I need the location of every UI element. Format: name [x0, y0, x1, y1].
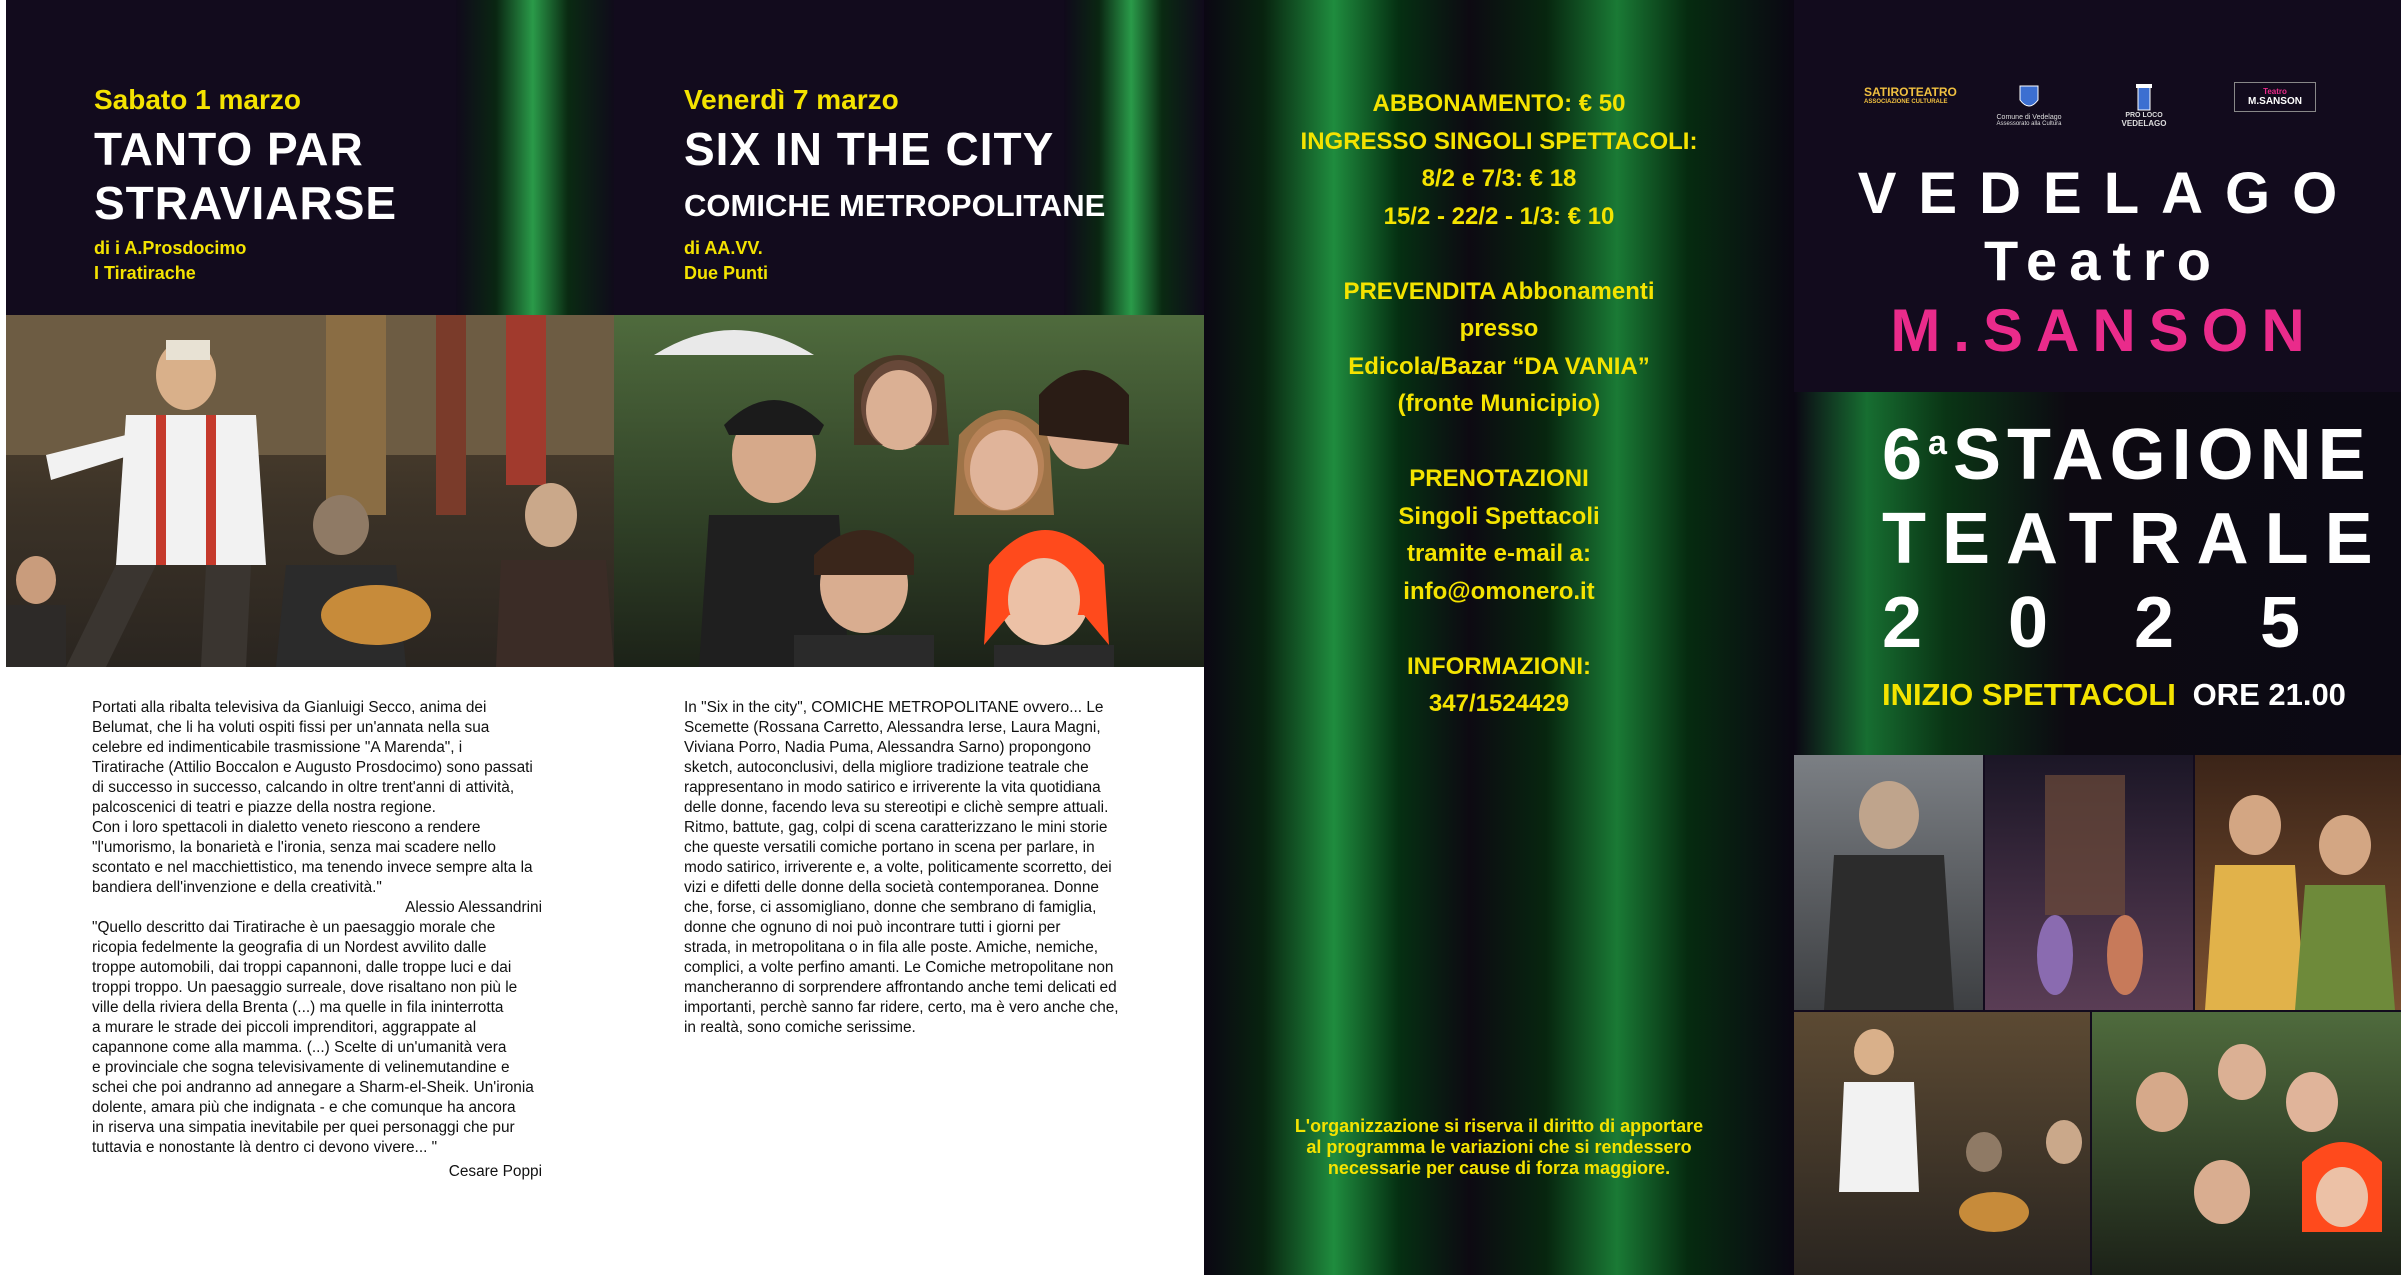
teatro-logo-text: Teatro [2263, 87, 2287, 96]
start-time-line [1882, 677, 2346, 713]
collage-photo-1 [1794, 755, 1983, 1010]
show2-credit-line2: Due Punti [684, 263, 768, 283]
teatro-sanson-logo [2234, 82, 2316, 112]
actor-illustration [1794, 755, 1983, 1010]
coat-of-arms-icon [2018, 84, 2040, 112]
comedians-small-illustration [2092, 1012, 2401, 1275]
info-line-8: (fronte Municipio) [1397, 390, 1601, 417]
show1-quote: "Quello descritto dai Tiratirache è un paesaggio morale che ricopia fedelmente la geografia di un Nordest avvilito dalle troppe automobili, dai troppi capannoni, dalle troppe luci e dai troppi troppo. Un paesaggio surreale, dove risaltano non più le ville della riviera della Brenta (...) ma quelle in fila ininterrotta a murare le strade dei piccoli imprenditori, aggrappate al capannone come alla mamma. (...) Scelte di un'umanità vera e provinciale che sogna televisivamente di velinemutandine e schei che poi andranno ad annegare a Sharm-el-Sheik. Un'ironia dolente, amara più che indignata - e che comunque ha ancora in riserva una simpatia inevitabile per quei personaggi che pur tuttavia e nonostante là dentro ci devono vivere... " [92, 919, 534, 1156]
collage-photo-3 [2195, 755, 2401, 1010]
info-line-2: 8/2 e 7/3: € 18 [1421, 165, 1577, 192]
year-digit: 0 [2007, 583, 2049, 663]
info-line-14 [1204, 610, 1794, 648]
collage-photo-2 [1985, 755, 2193, 1010]
show1-text: Portati alla ribalta televisiva da Gianluigi Secco, anima dei Belumat, che li ha voluti ospiti fissi per un'annata nella sua celebre ed indimenticabile trasmissione "A Marenda", i Tiratirache (Attilio Boccalon e Augusto Prosdocimo) sono passati di successo in successo, calcando in oltre trent'anni di attività, palcoscenici di teatri e piazze della nostra regione. Con i loro spettacoli in dialetto veneto riescono a rendere "l'umorismo, la bonarietà e l'ironia, senza mai scadere nello scontato e nel macchiettistico, ma tenendo invece sempre alta la bandiera dell'invenzione e della creatività." [92, 699, 533, 896]
satiro-logo-sub: ASSOCIAZIONE CULTURALE [1864, 99, 1948, 105]
performers-illustration [6, 315, 614, 667]
show1-title-line1: TANTO PAR [94, 123, 364, 175]
info-line-1: INGRESSO SINGOLI SPETTACOLI: [1300, 127, 1698, 155]
year-digit: 5 [2259, 583, 2300, 663]
info-line-5: PREVENDITA Abbonamenti [1343, 277, 1655, 305]
show1-title-line2: STRAVIARSE [94, 177, 398, 229]
season-number: 6 [1882, 415, 1929, 495]
satiroteatro-logo [1864, 80, 1957, 110]
info-line-4 [1204, 235, 1794, 273]
info-phone[interactable]: 347/1524429 [1428, 690, 1570, 717]
info-line-3: 15/2 - 22/2 - 1/3: € 10 [1383, 202, 1615, 230]
year-digit: 2 [2133, 583, 2175, 663]
satiro-logo-text: SATIROTEATRO [1864, 85, 1957, 99]
season-year [1882, 582, 2300, 664]
proloco-logo-text: PRO LOCO [2125, 112, 2163, 119]
show2-description [684, 698, 1144, 1038]
proloco-logo-sub: VEDELAGO [2121, 119, 2167, 128]
show1-signature2: Cesare Poppi [448, 1163, 542, 1180]
show2-title-line1: SIX IN THE CITY [684, 123, 1055, 175]
panel1-header [6, 0, 614, 315]
show1-date: Sabato 1 marzo [94, 84, 301, 115]
show2-text: In "Six in the city", COMICHE METROPOLITANE ovvero... Le Scemette (Rossana Carretto, Alessandra Ierse, Laura Magni, Viviana Porro, Nadia Puma, Alessandra Sarno) propongono sketch, autoconclusivi, della migliore tradizione teatrale che rappresentano in modo satirico e irriverente la vita quotidiana delle donne, facendo leva su stereotipi e clichè sempre attuali. Ritmo, battute, gag, colpi di scena caratterizzano le mini storie che queste versatili comiche portano in scena per parlare, in modo satirico, irriverente e, a volte, politicamente scorretto, dei vizi e difetti delle donne della società contemporanea. Donne che, forse, ci assomigliano, donne che sembrano di famiglia, donne che ognuno di noi può incontrare tutti i giorni per strada, in metropolitana o in fila alle poste. Amiche, nemiche, complici, a volte perfino amanti. Le Comiche metropolitane non mancheranno di sorprendere affrontando anche temi delicati ed importanti, perchè sanno far ridere, certo, ma è vero anche che, in realtà, sono comiche serissime. [684, 699, 1119, 1036]
info-email[interactable]: info@omonero.it [1403, 577, 1595, 605]
comune-logo-sub: Assessorato alla Cultura [1996, 120, 2062, 127]
stage-illustration [1985, 755, 2193, 1010]
season-line1 [1882, 414, 2372, 496]
curtain-decoration [456, 0, 614, 315]
info-line-15: INFORMAZIONI: [1407, 652, 1591, 680]
comune-logo [1989, 70, 2069, 140]
start-time: ORE 21.00 [2192, 677, 2346, 712]
comune-logo-text: Comune di Vedelago [1996, 113, 2062, 121]
venue-line1: Teatro [1984, 229, 2223, 292]
teatro-logo-name: M.SANSON [2248, 96, 2302, 107]
season-block [1794, 392, 2401, 755]
performers-small-illustration [1794, 1012, 2090, 1275]
comedians-illustration [614, 315, 1204, 667]
year-digit: 2 [1882, 583, 1923, 663]
collage-photo-5 [2092, 1012, 2401, 1275]
season-word: STAGIONE [1952, 415, 2372, 495]
curtain-decoration [1064, 0, 1204, 315]
show2-credit-line1: di AA.VV. [684, 238, 763, 258]
info-line-0: ABBONAMENTO: € 50 [1372, 90, 1626, 117]
costumed-actors-illustration [2195, 755, 2401, 1010]
cover-panel [1794, 0, 2401, 1275]
proloco-logo [2109, 70, 2179, 140]
show1-signature1: Alessio Alessandrini [405, 899, 542, 916]
season-suffix: a [1928, 424, 1953, 462]
town-title: VEDELAGO [1857, 161, 2360, 226]
panel2-header [614, 0, 1204, 315]
season-line2: TEATRALE [1882, 499, 2389, 579]
info-block [1204, 85, 1794, 723]
collage-photo-4 [1794, 1012, 2090, 1275]
show1-photo [6, 315, 614, 667]
start-label: INIZIO SPETTACOLI [1882, 677, 2176, 712]
info-line-10: PRENOTAZIONI [1409, 465, 1589, 492]
tower-icon [2132, 82, 2156, 112]
info-line-7: Edicola/Bazar “DA VANIA” [1348, 352, 1650, 380]
show1-credit-line2: I Tiratirache [94, 263, 196, 283]
show2-title-line2: COMICHE METROPOLITANE [684, 188, 1106, 223]
show2-photo [614, 315, 1204, 667]
info-line-11: Singoli Spettacoli [1398, 502, 1600, 530]
info-panel [1204, 0, 1794, 1275]
show2-date: Venerdì 7 marzo [684, 84, 899, 115]
show1-credit-line1: di i A.Prosdocimo [94, 238, 247, 258]
show1-description [92, 698, 542, 1182]
info-line-6: presso [1459, 315, 1539, 342]
info-line-12: tramite e-mail a: [1406, 540, 1592, 567]
disclaimer: L'organizzazione si riserva il diritto di apportare al programma le variazioni che si rendessero necessarie per cause di forza maggiore. [1294, 1116, 1704, 1178]
info-line-9 [1204, 423, 1794, 461]
venue-line2: M.SANSON [1890, 297, 2318, 364]
